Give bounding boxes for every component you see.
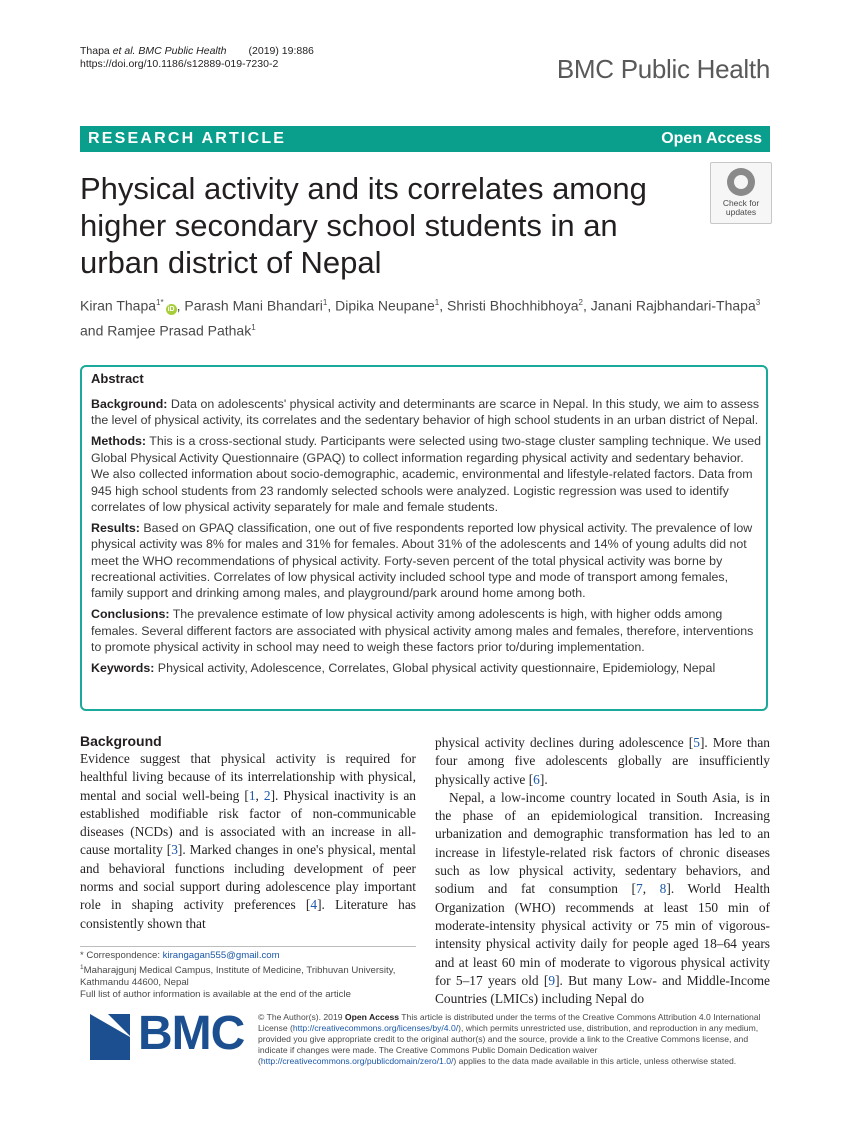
bmc-logo	[90, 1007, 245, 1064]
article-type-label: RESEARCH ARTICLE	[88, 130, 287, 147]
cc-by-license-link[interactable]: http://creativecommons.org/licenses/by/4.0/	[292, 1023, 459, 1034]
affiliation-line: $^1$Maharajgunj Medical Campus, Institute of Medicine, Tribhuvan University, Kathmandu 44600, Nepal	[80, 964, 396, 989]
orcid-icon[interactable]: iD	[167, 305, 175, 313]
author-name[interactable]: Kiran Thapa	[80, 297, 157, 314]
abstract-heading: Abstract	[91, 371, 144, 386]
author-affiliation-sup: 1*	[156, 298, 164, 307]
journal-brand: BMC Public Health	[556, 54, 770, 84]
author-name[interactable]: , Parash Mani Bhandari	[176, 297, 323, 314]
reference-link[interactable]: 5	[693, 735, 700, 750]
license-statement: © The Author(s). 2019 Open Access This article is distributed under the terms of the Creative Commons Attribution 4.0 International License (http://creativecommons.org/licenses/by/4.0/), which permits unrestricted use, distribution, and reproduction in any medium, provided you give appropriate credit to the original author(s) and the source, provide a link to the Creative Commons license, and indicate if changes were made. The Creative Commons Public Domain Dedication waiver (http://creativecommons.org/publicdomain/zero/1.0/) applies to the data made available in this article, unless otherwise stated.	[258, 1012, 761, 1067]
author-name[interactable]: , Dipika Neupane	[327, 297, 435, 314]
reference-link[interactable]: 2	[263, 787, 271, 803]
body-column-left	[80, 750, 416, 933]
citation-year: (2019) 19:886	[248, 45, 314, 57]
author-affiliation-sup: 1	[251, 322, 256, 332]
citation-journal: et al. BMC Public Health	[112, 45, 227, 57]
open-access-bold: Open Access	[344, 1012, 400, 1022]
body-paragraph: Nepal, a low-income country located in South Asia, is in the phase of an epidemiological transition. Increasing urbanization and demographic transformation has led to an increase in lifestyle-related risk factors of chronic diseases such as low physical activity, sedentary behaviors, and sodium and fat consumption [7, 8]. World Health Organization (WHO) recommends at least 150 min of moderate-intensity physical activity or 75 min of vigorous-intensity physical activity daily for people aged 18–64 years and at least 60 min of moderate to vigorous physical activity for 5–17 years old [9]. But many Low- and Middle-Income Countries (LMICs) including Nepal do	[435, 789, 771, 1007]
abstract-keywords: Keywords: Physical activity, Adolescence, Correlates, Global physical activity questionnaire, Epidemiology, Nepal	[91, 661, 716, 676]
author-affiliation-sup: 1	[322, 298, 328, 307]
abstract-methods: Methods: This is a cross-sectional study. Participants were selected using two-stage cluster sampling technique. We used Global Physical Activity Questionnaire (GPAQ) to collect information regarding physical activity and sedentary behavior. We also collected information about socio-demographic, academic, environmental and lifestyle-related factors. Data from 945 high school students from 23 randomly selected schools were analyzed. Logistic regression was used to identify correlates of low physical activity separately for male and female students.	[91, 434, 762, 514]
check-for-updates-label: Check for updates	[722, 198, 760, 217]
correspondence-line: * Correspondence: kirangagan555@gmail.com	[80, 950, 280, 961]
reference-link[interactable]: 1	[248, 787, 256, 803]
cc-zero-license-link[interactable]: http://creativecommons.org/publicdomain/zero/1.0/	[260, 1056, 454, 1067]
abstract-background: Background: Data on adolescents' physical activity and determinants are scarce in Nepal. In this study, we aim to assess the level of physical activity, its correlates and the sedentary behavior of high school students in an urban district of Nepal.	[91, 397, 760, 428]
running-header	[80, 45, 314, 71]
reference-link[interactable]: 7	[636, 881, 643, 897]
open-access-label: Open Access	[661, 130, 762, 147]
doi-link[interactable]: https://doi.org/10.1186/s12889-019-7230-2	[80, 58, 279, 70]
reference-link[interactable]: 4	[310, 897, 318, 913]
author-name[interactable]: and Ramjee Prasad Pathak	[80, 322, 252, 339]
article-title: Physical activity and its correlates among higher secondary school students in an urban district of Nepal	[80, 171, 647, 280]
author-name[interactable]: , Janani Rajbhandari-Thapa	[582, 297, 756, 314]
reference-link[interactable]: 6	[533, 771, 540, 787]
abstract-body	[91, 396, 763, 681]
body-column-right	[435, 734, 770, 1008]
author-affiliation-sup: 2	[578, 298, 583, 307]
reference-link[interactable]: 8	[659, 881, 667, 897]
author-list	[80, 292, 780, 341]
check-for-updates-button[interactable]	[710, 162, 772, 224]
author-name[interactable]: , Shristi Bhochhibhoya	[439, 297, 579, 314]
reference-link[interactable]: 9	[548, 972, 556, 988]
citation-author: Thapa	[80, 45, 110, 57]
abstract-results: Results: Based on GPAQ classification, one out of five respondents reported low physical activity. The prevalence of low physical activity was 8% for males and 31% for females. About 31% of the adolescents and 14% of young adults did not meet the WHO recommendations of physical activity. Forty-seven percent of the total physical activity was borne by recreational activities. Correlates of low physical activity included school type and mode of transport among females, family support and drinking among males, and playground/park around home among both.	[91, 520, 753, 601]
abstract-conclusions: Conclusions: The prevalence estimate of low physical activity among adolescents is high, with higher odds among females. Several different factors are associated with physical activity among males and females, therefore, interventions to promote physical activity in school may need to weigh these factors prior to/during implementation.	[91, 607, 754, 655]
body-paragraph: Evidence suggest that physical activity is required for healthful living because of its interrelationship with physical, mental and social well-being [1, 2]. Physical inactivity is an established modifiable risk factor of non-communicable diseases (NCDs) and is associated with an increase in all-cause mortality [3]. Marked changes in one's physical, mental and behavioral functions including development of peer norms and social support during adolescence play important role in shaping activity preferences [4]. Literature has consistently shown that	[80, 751, 416, 931]
author-affiliation-sup: 3	[755, 298, 761, 307]
crossmark-icon	[727, 168, 755, 196]
article-type-banner	[80, 126, 770, 152]
full-author-info-note: Full list of author information is available at the end of the article	[80, 989, 351, 1001]
author-affiliation-sup: 1	[434, 298, 440, 307]
footnote	[80, 950, 416, 1002]
bmc-logo-wordmark: BMC	[138, 1007, 245, 1060]
body-paragraph: physical activity declines during adolescence [5]. More than four among five adolescents globally are insufficiently physically active [6].	[435, 735, 770, 787]
correspondence-email-link[interactable]: kirangagan555@gmail.com	[162, 950, 280, 961]
section-heading-background: Background	[80, 733, 162, 749]
footnote-divider	[80, 946, 416, 947]
reference-link[interactable]: 3	[171, 842, 178, 858]
